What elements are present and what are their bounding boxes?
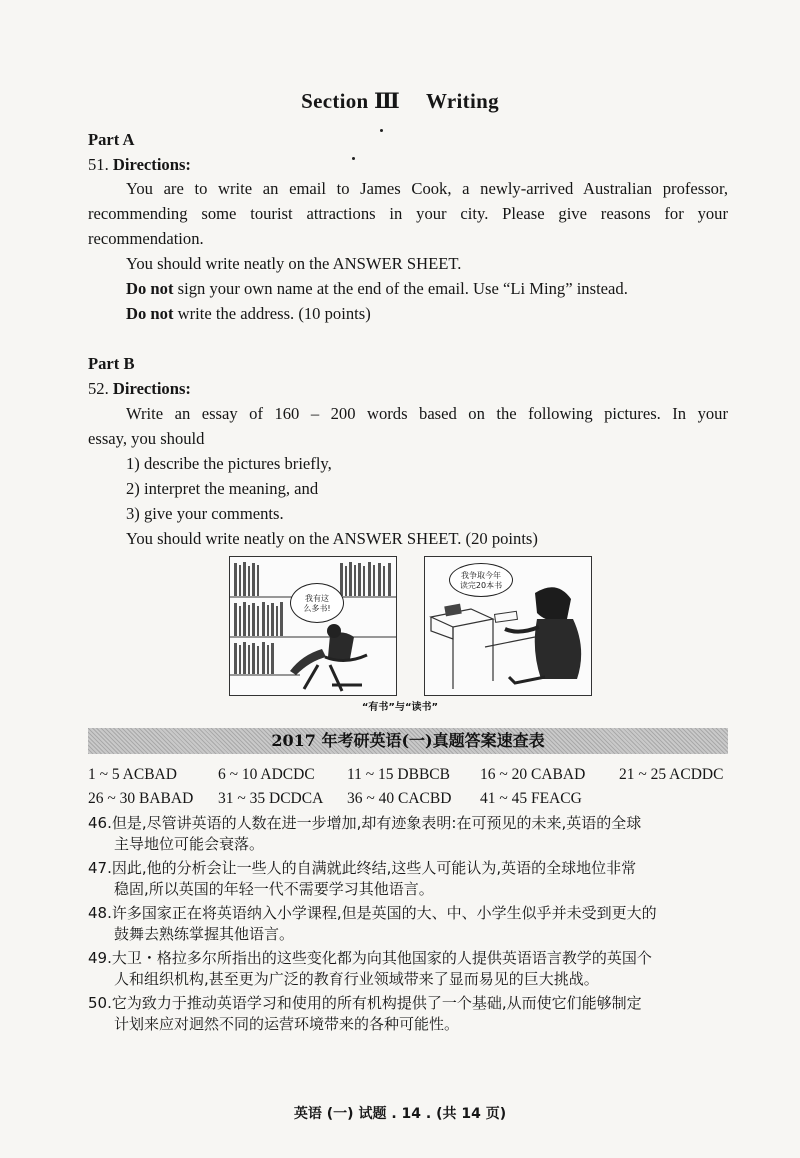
part-b-text-line: You should write neatly on the ANSWER SHEET. (20 points) [126,529,538,548]
translation-item: 46.但是,尽管讲英语的人数在进一步增加,却有迹象表明:在可预见的未来,英语的全球 [88,814,642,832]
speech-bubble: 我有这 么多书! [290,583,344,623]
print-speck [380,129,383,132]
part-b-text-line: Write an essay of 160 – 200 words based on the following pictures. In your [126,404,728,423]
print-speck [352,157,355,160]
answer-group: 31 ~ 35 DCDCA [218,790,324,807]
translation-item: 49.大卫・格拉多尔所指出的这些变化都为向其他国家的人提供英语语言教学的英国个 [88,949,652,967]
section-title: Section Ⅲ Writing [301,89,499,113]
answer-group: 41 ~ 45 FEACG [480,790,582,807]
part-b-list-item: 1) describe the pictures briefly, [126,454,332,473]
cartoon-owning-books [229,556,397,696]
part-a-text-line: Do not write the address. (10 points) [126,304,371,323]
translation-item-cont: 主导地位可能会衰落。 [114,835,265,853]
bookshelf-illustration [230,557,396,695]
part-b-list-item: 2) interpret the meaning, and [126,479,319,498]
part-b-list-item: 3) give your comments. [126,504,284,523]
part-a-text-line: recommending some tourist attractions in your city. Please give reasons for your [88,204,728,223]
part-b-text-line: essay, you should [88,429,205,448]
translation-item-cont: 稳固,所以英国的年轻一代不需要学习其他语言。 [114,880,434,898]
translation-item-cont: 鼓舞去熟练掌握其他语言。 [114,925,295,943]
cartoon-reading-books [424,556,592,696]
question-52-heading: 52. Directions: [88,379,191,398]
answer-group: 21 ~ 25 ACDDC [619,766,724,783]
part-a-text-line: recommendation. [88,229,204,248]
answer-group: 6 ~ 10 ADCDC [218,766,315,783]
speech-bubble: 我争取今年 读完20本书 [449,563,513,597]
question-51-heading: 51. Directions: [88,155,191,174]
translation-item-cont: 人和组织机构,甚至更为广泛的教育行业领域带来了显而易见的巨大挑战。 [114,970,599,988]
translation-item: 50.它为致力于推动英语学习和使用的所有机构提供了一个基础,从而使它们能够制定 [88,994,642,1012]
answer-group: 11 ~ 15 DBBCB [347,766,450,783]
answer-key-banner: 2017 年考研英语(一)真题答案速查表 [88,728,728,754]
answer-group: 26 ~ 30 BABAD [88,790,194,807]
part-a-text-line: Do not sign your own name at the end of the email. Use “Li Ming” instead. [126,279,628,298]
answer-group: 36 ~ 40 CACBD [347,790,452,807]
answer-group: 1 ~ 5 ACBAD [88,766,177,783]
part-b-title: Part B [88,354,135,373]
part-a-text-line: You are to write an email to James Cook, a newly-arrived Australian professor, [126,179,728,198]
answer-group: 16 ~ 20 CABAD [480,766,586,783]
translation-item-cont: 计划来应对迥然不同的运营环境带来的各种可能性。 [114,1015,460,1033]
part-a-text-line: You should write neatly on the ANSWER SHEET. [126,254,462,273]
translation-item: 48.许多国家正在将英语纳入小学课程,但是英国的大、中、小学生似乎并未受到更大的 [88,904,657,922]
part-a-title: Part A [88,130,135,149]
cartoon-caption: “有书”与“读书” [361,702,439,713]
page-footer: 英语 (一) 试题 . 14 . (共 14 页) [293,1106,507,1122]
translation-item: 47.因此,他的分析会让一些人的自满就此终结,这些人可能认为,英语的全球地位非常 [88,859,637,877]
